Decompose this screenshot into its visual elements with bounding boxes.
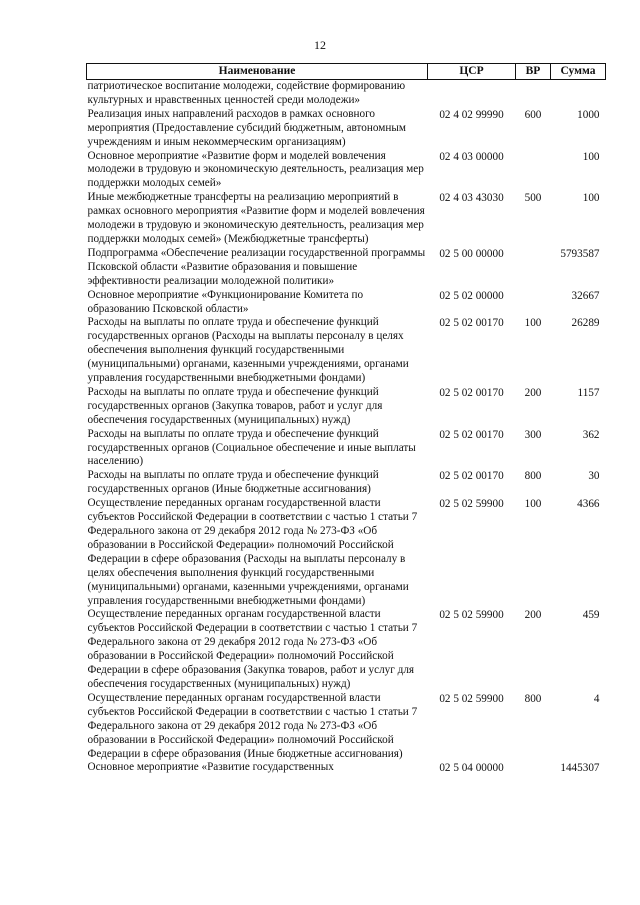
row-csr: 02 5 02 00170 [439, 470, 504, 483]
row-vr: 200 [524, 609, 542, 622]
row-name: Осуществление переданных органам государственной власти субъектов Российской Федерации в соответствии с частью 1 статьи 7 Федерального закона от 29 декабря 2012 года № 273-ФЗ «Об образовании в Российской Федерации» полномочий Российской Федерации в сфере образования (Расходы на выплаты персоналу в целях обеспечения выполнения функций государственными (муниципальными) органами, казенными учреждениями, органами управления государственными внебюджетными фондами) [87, 497, 418, 607]
row-sum: 1445307 [560, 762, 600, 775]
table-row [87, 80, 606, 108]
row-vr: 500 [524, 192, 542, 205]
row-csr: 02 5 02 00170 [439, 317, 504, 330]
row-vr [516, 289, 551, 317]
row-name: Основное мероприятие «Функционирование Комитета по образованию Псковской области» [87, 288, 364, 315]
table-row [87, 247, 606, 289]
table-row [87, 608, 606, 691]
row-vr: 200 [524, 386, 542, 399]
row-name: Расходы на выплаты по оплате труда и обеспечение функций государственных органов (Расходы на выплаты персоналу в целях обеспечения выполнения функций государственными (муниципальными) органами, казенными учреждениями, органами управления государственными внебюджетными фондами) [87, 316, 409, 385]
row-sum: 26289 [571, 317, 600, 330]
row-csr: 02 5 02 59900 [439, 609, 504, 622]
row-name: Осуществление переданных органам государственной власти субъектов Российской Федерации в соответствии с частью 1 статьи 7 Федерального закона от 29 декабря 2012 года № 273-ФЗ «Об образовании в Российской Федерации» полномочий Российской Федерации в сфере образования (Иные бюджетные ассигнования) [87, 691, 418, 760]
row-vr: 100 [524, 317, 542, 330]
row-name: Расходы на выплаты по оплате труда и обеспечение функций государственных органов (Иные бюджетные ассигнования) [87, 469, 379, 496]
row-csr: 02 4 02 99990 [439, 108, 504, 121]
table-row [87, 108, 606, 150]
row-name: Расходы на выплаты по оплате труда и обеспечение функций государственных органов (Социальное обеспечение и иные выплаты населению) [87, 427, 416, 468]
table-row [87, 150, 606, 192]
row-name: Реализация иных направлений расходов в рамках основного мероприятия (Предоставление субсидий бюджетным, автономным учреждениям и иным некоммерческим организациям) [87, 107, 406, 148]
table-header-row [87, 64, 606, 80]
row-sum: 1000 [577, 108, 600, 121]
row-csr: 02 5 02 59900 [439, 692, 504, 705]
row-sum: 362 [582, 428, 600, 441]
table-row [87, 497, 606, 608]
budget-table-container [86, 63, 605, 776]
row-vr [516, 80, 551, 108]
row-name: Подпрограмма «Обеспечение реализации государственной программы Псковской области «Развитие образования и повышение эффективности реализации молодежной политики» [87, 246, 426, 287]
row-sum: 459 [582, 609, 600, 622]
row-vr: 800 [524, 470, 542, 483]
header-vr: ВР [516, 64, 551, 80]
table-row [87, 386, 606, 428]
row-name: патриотическое воспитание молодежи, содействие формированию культурных и нравственных ценностей среди молодежи» [87, 80, 406, 106]
row-csr: 02 5 02 00000 [439, 289, 504, 302]
table-row [87, 316, 606, 386]
row-sum: 4 [593, 692, 600, 705]
row-csr [428, 80, 516, 108]
row-name: Основное мероприятие «Развитие форм и моделей вовлечения молодежи в трудовую и экономическую деятельность, реализация мер поддержки молодых семей» [87, 149, 424, 190]
row-vr [516, 247, 551, 289]
table-row [87, 191, 606, 247]
row-sum: 100 [582, 192, 600, 205]
row-vr: 100 [524, 498, 542, 511]
row-sum: 5793587 [560, 247, 600, 260]
row-csr: 02 4 03 00000 [439, 150, 504, 163]
budget-table [86, 63, 606, 776]
table-row [87, 469, 606, 497]
row-name: Иные межбюджетные трансферты на реализацию мероприятий в рамках основного мероприятия «Развитие форм и моделей вовлечения молодежи в трудовую и экономическую деятельность, реализация мер поддержки молодых семей» (Межбюджетные трансферты) [87, 191, 425, 245]
row-sum: 100 [582, 150, 600, 163]
row-vr [516, 150, 551, 192]
row-name: Расходы на выплаты по оплате труда и обеспечение функций государственных органов (Закупка товаров, работ и услуг для обеспечения государственных (муниципальных) нужд) [87, 385, 383, 426]
row-csr: 02 5 02 00170 [439, 428, 504, 441]
row-vr: 800 [524, 692, 542, 705]
page-number: 12 [314, 38, 326, 52]
row-vr: 600 [524, 108, 542, 121]
row-name: Основное мероприятие «Развитие государственных [87, 761, 334, 774]
header-csr: ЦСР [428, 64, 516, 80]
row-vr: 300 [524, 428, 542, 441]
row-csr: 02 5 00 00000 [439, 247, 504, 260]
row-csr: 02 5 04 00000 [439, 762, 504, 775]
row-sum: 1157 [577, 386, 600, 399]
table-row [87, 428, 606, 470]
row-csr: 02 4 03 43030 [439, 192, 504, 205]
table-row [87, 289, 606, 317]
row-sum: 4366 [577, 498, 600, 511]
row-sum [551, 80, 606, 108]
row-csr: 02 5 02 00170 [439, 386, 504, 399]
header-name: Наименование [87, 64, 428, 80]
row-vr [516, 761, 551, 776]
table-body [87, 80, 606, 777]
row-sum: 30 [588, 470, 600, 483]
table-row [87, 692, 606, 762]
row-csr: 02 5 02 59900 [439, 498, 504, 511]
header-sum: Сумма [551, 64, 606, 80]
table-row [87, 761, 606, 776]
row-name: Осуществление переданных органам государственной власти субъектов Российской Федерации в соответствии с частью 1 статьи 7 Федерального закона от 29 декабря 2012 года № 273-ФЗ «Об образовании в Российской Федерации» полномочий Российской Федерации в сфере образования (Закупка товаров, работ и услуг для обеспечения государственных (муниципальных) нужд) [87, 608, 418, 690]
row-sum: 32667 [571, 289, 600, 302]
